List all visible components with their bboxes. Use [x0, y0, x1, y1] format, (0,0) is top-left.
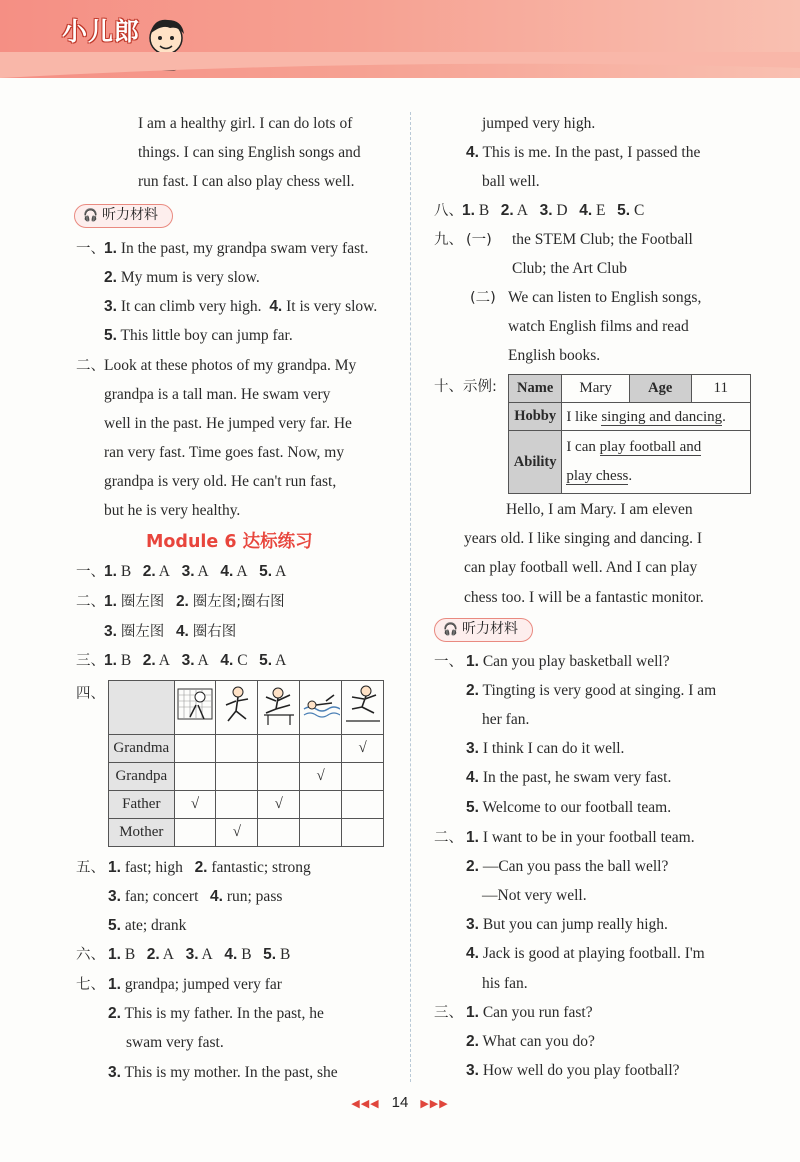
check-cell: √ — [258, 791, 300, 819]
running-icon — [216, 681, 258, 735]
question-label: 九、 — [434, 232, 463, 248]
part-label: (二) — [470, 290, 496, 306]
answer-row: 1. 圈左图 2. 圈左图;圈右图 — [104, 593, 285, 610]
goalkeeper-icon — [174, 681, 216, 735]
answer-line: 1. Can you run fast? — [466, 1004, 593, 1021]
check-cell: √ — [216, 819, 258, 847]
answer-line: swam very fast. — [126, 1034, 224, 1051]
page-number: 14 — [391, 1094, 409, 1111]
module-title: Module 6 达标练习 — [146, 532, 313, 552]
paragraph-line: well in the past. He jumped very far. He — [104, 415, 352, 432]
check-cell: √ — [300, 763, 342, 791]
check-cell — [258, 763, 300, 791]
check-cell — [258, 735, 300, 763]
answer-line: 2. This is my father. In the past, he — [108, 1005, 324, 1022]
listening-material-badge: 🎧 听力材料 — [74, 204, 173, 228]
section-label: 二、 — [434, 830, 463, 846]
answer-line: —Not very well. — [482, 887, 587, 904]
intro-line-2: things. I can sing English songs and — [138, 144, 361, 161]
check-cell — [216, 763, 258, 791]
answer-line: 3. I think I can do it well. — [466, 740, 625, 757]
answer-row: 1. B 2. A 3. A 4. B 5. B — [108, 946, 291, 963]
check-cell — [342, 791, 384, 819]
name-header: Name — [509, 375, 562, 403]
question-label: 八、 — [434, 203, 463, 219]
paragraph-line: can play football well. And I can play — [464, 559, 698, 576]
left-arrows-icon: ◀◀◀ — [351, 1098, 380, 1110]
answer-line: 2. My mum is very slow. — [104, 269, 260, 286]
answer-line: 3. This is my mother. In the past, she — [108, 1064, 338, 1081]
answer-line: his fan. — [482, 975, 528, 992]
check-cell — [216, 735, 258, 763]
answer-line: English books. — [508, 347, 601, 364]
answer-line: 4. In the past, he swam very fast. — [466, 769, 672, 786]
headphones-icon: 🎧 — [443, 622, 458, 636]
check-cell — [300, 791, 342, 819]
paragraph-line: Look at these photos of my grandpa. My — [104, 357, 357, 374]
name-value: Mary — [562, 375, 630, 403]
long-jump-icon — [342, 681, 384, 735]
hurdle-jump-icon — [258, 681, 300, 735]
answer-line: 3. But you can jump really high. — [466, 916, 668, 933]
question-label: 五、 — [76, 860, 105, 876]
answer-line: 1. I want to be in your football team. — [466, 829, 695, 846]
check-cell — [216, 791, 258, 819]
answer-line: the STEM Club; the Football — [512, 231, 693, 248]
answer-line: jumped very high. — [482, 115, 596, 132]
section-label: 一、 — [434, 654, 463, 670]
answer-line: 2. What can you do? — [466, 1033, 595, 1050]
age-value: 11 — [691, 375, 751, 403]
answer-line: her fan. — [482, 711, 530, 728]
intro-line-1: I am a healthy girl. I can do lots of — [138, 115, 353, 132]
answer-row: 1. B 2. A 3. A 4. C 5. A — [104, 652, 287, 669]
section-label: 二、 — [76, 358, 105, 374]
age-header: Age — [629, 375, 691, 403]
check-cell — [342, 819, 384, 847]
ability-header: Ability — [509, 431, 562, 494]
check-cell — [258, 819, 300, 847]
answer-line: We can listen to English songs, — [508, 289, 702, 306]
answer-line: 1. Can you play basketball well? — [466, 653, 670, 670]
paragraph-line: years old. I like singing and dancing. I — [464, 530, 703, 547]
paragraph-line: grandpa is a tall man. He swam very — [104, 386, 331, 403]
question-label: 三、 — [76, 653, 105, 669]
header-wave — [0, 52, 800, 112]
hobby-header: Hobby — [509, 403, 562, 431]
answer-line: 1. grandpa; jumped very far — [108, 976, 282, 993]
check-cell — [300, 735, 342, 763]
answer-row: 1. fast; high 2. fantastic; strong — [108, 859, 311, 876]
intro-line-3: run fast. I can also play chess well. — [138, 173, 355, 190]
check-cell: √ — [174, 791, 216, 819]
paragraph-line: grandpa is very old. He can't run fast, — [104, 473, 337, 490]
question-label: 二、 — [76, 594, 105, 610]
answer-line: Club; the Art Club — [512, 260, 627, 277]
check-cell — [174, 735, 216, 763]
row-label: Father — [109, 791, 175, 819]
answer-line: 1. In the past, my grandpa swam very fast. — [104, 240, 369, 257]
check-cell — [342, 763, 384, 791]
answer-line: 4. This is me. In the past, I passed the — [466, 144, 701, 161]
answer-row: 1. B 2. A 3. A 4. A 5. A — [104, 563, 287, 580]
column-divider — [410, 112, 411, 1082]
check-cell: √ — [342, 735, 384, 763]
question-label: 六、 — [76, 947, 105, 963]
table-row — [109, 763, 384, 791]
section-label: 三、 — [434, 1005, 463, 1021]
paragraph-line: Hello, I am Mary. I am eleven — [506, 501, 693, 518]
answer-line: watch English films and read — [508, 318, 689, 335]
answer-line: 2. —Can you pass the ball well? — [466, 858, 669, 875]
answer-line: 3. How well do you play football? — [466, 1062, 680, 1079]
table-row — [109, 735, 384, 763]
answer-line: 3. It can climb very high. 4. It is very slow. — [104, 298, 378, 315]
table-row — [109, 819, 384, 847]
right-arrows-icon: ▶▶▶ — [420, 1098, 449, 1110]
table-row — [109, 791, 384, 819]
answer-line: 2. Tingting is very good at singing. I am — [466, 682, 717, 699]
row-label: Grandma — [109, 735, 175, 763]
headphones-icon: 🎧 — [83, 208, 98, 222]
question-label: 七、 — [76, 977, 105, 993]
check-cell — [174, 763, 216, 791]
row-label: Grandpa — [109, 763, 175, 791]
profile-table — [508, 374, 751, 494]
check-cell — [300, 819, 342, 847]
paragraph-line: chess too. I will be a fantastic monitor. — [464, 589, 704, 606]
ability-value: I can play football and play chess. — [562, 431, 751, 494]
question-label: 四、 — [76, 686, 105, 702]
answer-row: 3. fan; concert 4. run; pass — [108, 888, 283, 905]
question-label: 一、 — [76, 564, 105, 580]
swimming-icon — [300, 681, 342, 735]
answer-line: 5. Welcome to our football team. — [466, 799, 672, 816]
answer-row: 1. B 2. A 3. D 4. E 5. C — [462, 202, 645, 219]
answer-line: 5. This little boy can jump far. — [104, 327, 293, 344]
answer-row: 3. 圈左图 4. 圈右图 — [104, 623, 237, 640]
answer-line: 4. Jack is good at playing football. I'm — [466, 945, 705, 962]
paragraph-line: but he is very healthy. — [104, 502, 241, 519]
table-corner — [109, 681, 175, 735]
page-footer — [0, 1094, 800, 1111]
paragraph-line: ran very fast. Time goes fast. Now, my — [104, 444, 345, 461]
part-label: (一) — [466, 232, 492, 248]
check-cell — [174, 819, 216, 847]
row-label: Mother — [109, 819, 175, 847]
brand-logo: 小儿郎 — [62, 17, 141, 46]
listening-material-badge: 🎧 听力材料 — [434, 618, 533, 642]
hobby-value: I like singing and dancing. — [562, 403, 751, 431]
section-label: 一、 — [76, 241, 105, 257]
answer-line: ball well. — [482, 173, 540, 190]
sports-table — [108, 680, 384, 847]
question-label: 十、示例: — [434, 379, 497, 395]
answer-row: 5. ate; drank — [108, 917, 187, 934]
